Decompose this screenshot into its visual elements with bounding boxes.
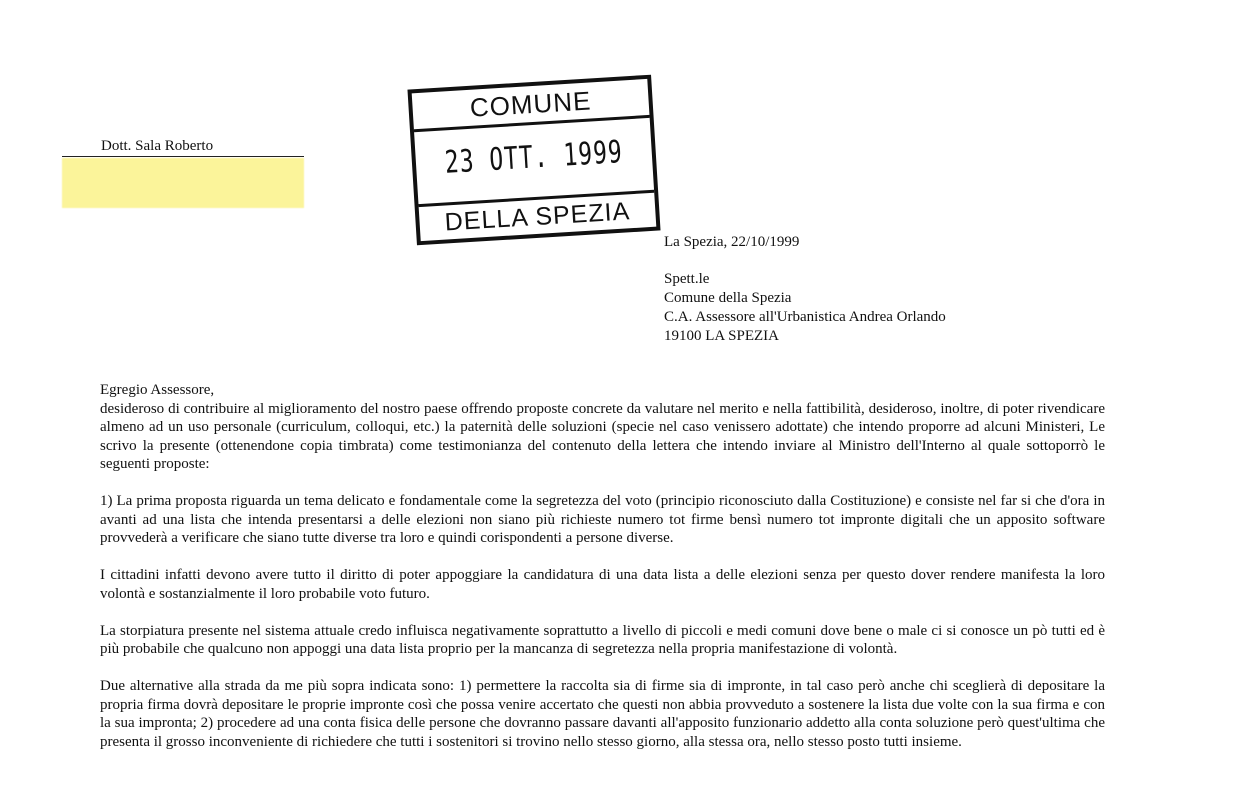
recipient-block <box>664 270 946 346</box>
sender-name: Dott. Sala Roberto <box>101 138 214 154</box>
redacted-address-highlight <box>62 158 304 208</box>
body-paragraph: Due alternative alla strada da me più sopra indicata sono: 1) permettere la raccolta sia di firme sia di impronte, in tal caso però anche chi sceglierà di depositare la propria firma dovrà depositare le proprie impronte così che possa venire accertato che questi non abbia provveduto a sostenere la lista due volte con la sua firma e con la sua impronta; 2) procedere ad una conta fisica delle persone che dovranno passare davanti all'apposito funzionario addetto alla conta soluzione però quest'ultima che presenta il grosso inconveniente di richiedere che tutti i sostenitori si trovino nello stesso giorno, alla stessa ora, nello stesso posto tutti insieme. <box>100 678 1105 750</box>
stamp-date: 23 OTT. 1999 <box>443 135 624 181</box>
stamp-top-text: COMUNE <box>412 79 650 132</box>
recipient-line: C.A. Assessore all'Urbanistica Andrea Orlando <box>664 309 946 325</box>
municipal-stamp <box>407 75 660 246</box>
sender-underline <box>62 156 304 157</box>
body-paragraph: desideroso di contribuire al miglioramento del nostro paese offrendo proposte concrete da valutare nel merito e nella fattibilità, desideroso, inoltre, di poter rivendicare almeno ad un uso personale (curriculum, colloqui, etc.) la paternità delle soluzioni (specie nel caso venissero adottate) che intendo proporre ad alcuni Ministeri, Le scrivo la presente (ottenendone copia timbrata) come testimonianza del contenuto della lettera che intendo inviare al Ministro dell'Interno al quale sottoporrò le seguenti proposte: <box>100 400 1105 472</box>
recipient-line: 19100 LA SPEZIA <box>664 328 780 344</box>
body-paragraph: I cittadini infatti devono avere tutto il diritto di poter appoggiare la candidatura di una data lista a delle elezioni senza per questo dover rendere manifesta la loro volontà e sostanzialmente il loro probabile voto futuro. <box>100 567 1105 602</box>
salutation: Egregio Assessore, <box>100 382 215 398</box>
recipient-line: Comune della Spezia <box>664 290 792 306</box>
stamp-bottom-text: DELLA SPEZIA <box>418 190 656 241</box>
letter-date: La Spezia, 22/10/1999 <box>664 234 800 250</box>
letter-body <box>100 381 1105 751</box>
body-paragraph: La storpiatura presente nel sistema attuale credo influisca negativamente soprattutto a livello di piccoli e medi comuni dove bene o male ci si conosce un pò tutti ed è più probabile che qualcuno non appoggi una data lista proprio per la mancanza di segretezza nella propria manifestazione di volontà. <box>100 622 1105 657</box>
body-paragraph: 1) La prima proposta riguarda un tema delicato e fondamentale come la segretezza del voto (principio riconosciuto dalla Costituzione) e consiste nel far si che d'ora in avanti ad una lista che intenda presentarsi a delle elezioni non siano più richieste numero tot firme bensì numero tot impronte digitali che un apposito software provvederà a verificare che siano tutte diverse tra loro e quindi corispondenti a persone diverse. <box>100 493 1105 546</box>
recipient-line: Spett.le <box>664 271 710 287</box>
